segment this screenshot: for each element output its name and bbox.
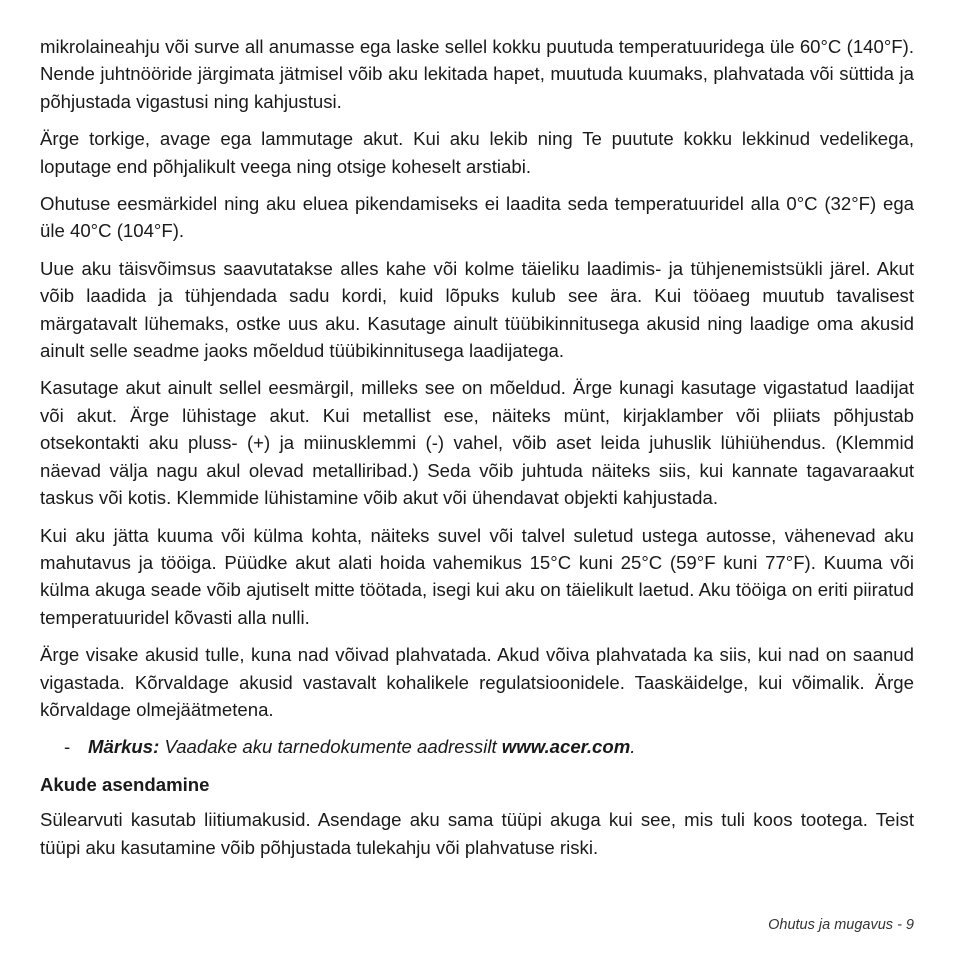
paragraph-intended-use: Kasutage akut ainult sellel eesmärgil, milleks see on mõeldud. Ärge kunagi kasutage vigastatud laadijat või akut. Ärge lühistage akut. Kui metallist ese, näiteks münt, kirjaklamber või pliiats põhjustab otsekontakti aku pluss- (+) ja miinusklemmi (-) vahel, võib aset leida juhuslik lühiühendus. (Klemmid näevad välja nagu akul olevad metalliribad.) Seda võib juhtuda näiteks siis, kui kannate tagavaraakut taskus või kotis. Klemmide lühistamine võib akut või ühendavat objekti kahjustada. <box>40 377 914 509</box>
paragraph-new-battery-capacity: Uue aku täisvõimsus saavutatakse alles kahe või kolme täieliku laadimis- ja tühjenemistsükli järel. Akut võib laadida ja tühjendada sadu kordi, kuid lõpuks kulub see ära. Kui tööaeg muutub tavalisest märgatavalt lühemaks, ostke uus aku. Kasutage ainult tüübikinnitusega akusid ning laadige oma akusid ainult selle seadme jaoks mõeldud tüübikinnitusega laadijatega. <box>40 257 914 362</box>
document-page <box>40 33 914 871</box>
note-text: Vaadake aku tarnedokumente aadressilt <box>159 736 502 758</box>
page-footer: Ohutus ja mugavus - 9 <box>768 917 914 933</box>
note-bullet-dash: - <box>64 736 71 758</box>
paragraph-lithium-battery: Sülearvuti kasutab liitiumakusid. Asendage aku sama tüüpi akuga kui see, mis tuli koos tootega. Teist tüüpi aku kasutamine võib põhjustada tulekahju või plahvatuse riski. <box>40 809 914 858</box>
paragraph-do-not-puncture: Ärge torkige, avage ega lammutage akut. Kui aku lekib ning Te puutute kokku lekkinud vedelikega, loputage end põhjalikult veega ning otsige koheselt arstiabi. <box>40 128 914 177</box>
acer-website-link[interactable]: www.acer.com <box>501 736 631 758</box>
note-label: Märkus: <box>88 736 160 758</box>
section-heading-battery-replacement: Akude asendamine <box>40 773 210 795</box>
paragraph-hot-cold-storage: Kui aku jätta kuuma või külma kohta, näiteks suvel või talvel suletud ustega autosse, vähenevad aku mahutavus ja tööiga. Püüdke akut alati hoida vahemikus 15°C kuni 25°C (59°F kuni 77°F). Kuuma või külma akuga seade võib ajutiselt mitte töötada, isegi kui aku on täielikult laetud. Aku tööiga on eriti piiratud temperatuuridel kõvasti alla nulli. <box>40 524 914 628</box>
paragraph-charging-temperature: Ohutuse eesmärkidel ning aku eluea pikendamiseks ei laadita seda temperatuuridel alla 0°C (32°F) ega üle 40°C (104°F). <box>40 193 914 242</box>
note-end: . <box>630 736 636 758</box>
note-item <box>40 733 914 760</box>
paragraph-microwave-warning: mikrolaineahju või surve all anumasse ega laske sellel kokku puutuda temperatuuridega üle 60°C (140°F). Nende juhtnööride järgimata jätmisel võib aku lekitada hapet, muutuda kuumaks, plahvatada või süttida ja põhjustada vigastusi ning kahjustusi. <box>40 36 914 112</box>
paragraph-disposal: Ärge visake akusid tulle, kuna nad võivad plahvatada. Akud võiva plahvatada ka siis, kui nad on saanud vigastada. Kõrvaldage akusid vastavalt kohalikele regulatsioonidele. Taaskäidelge, kui võimalik. Ärge kõrvaldage olmejäätmetena. <box>40 644 914 720</box>
